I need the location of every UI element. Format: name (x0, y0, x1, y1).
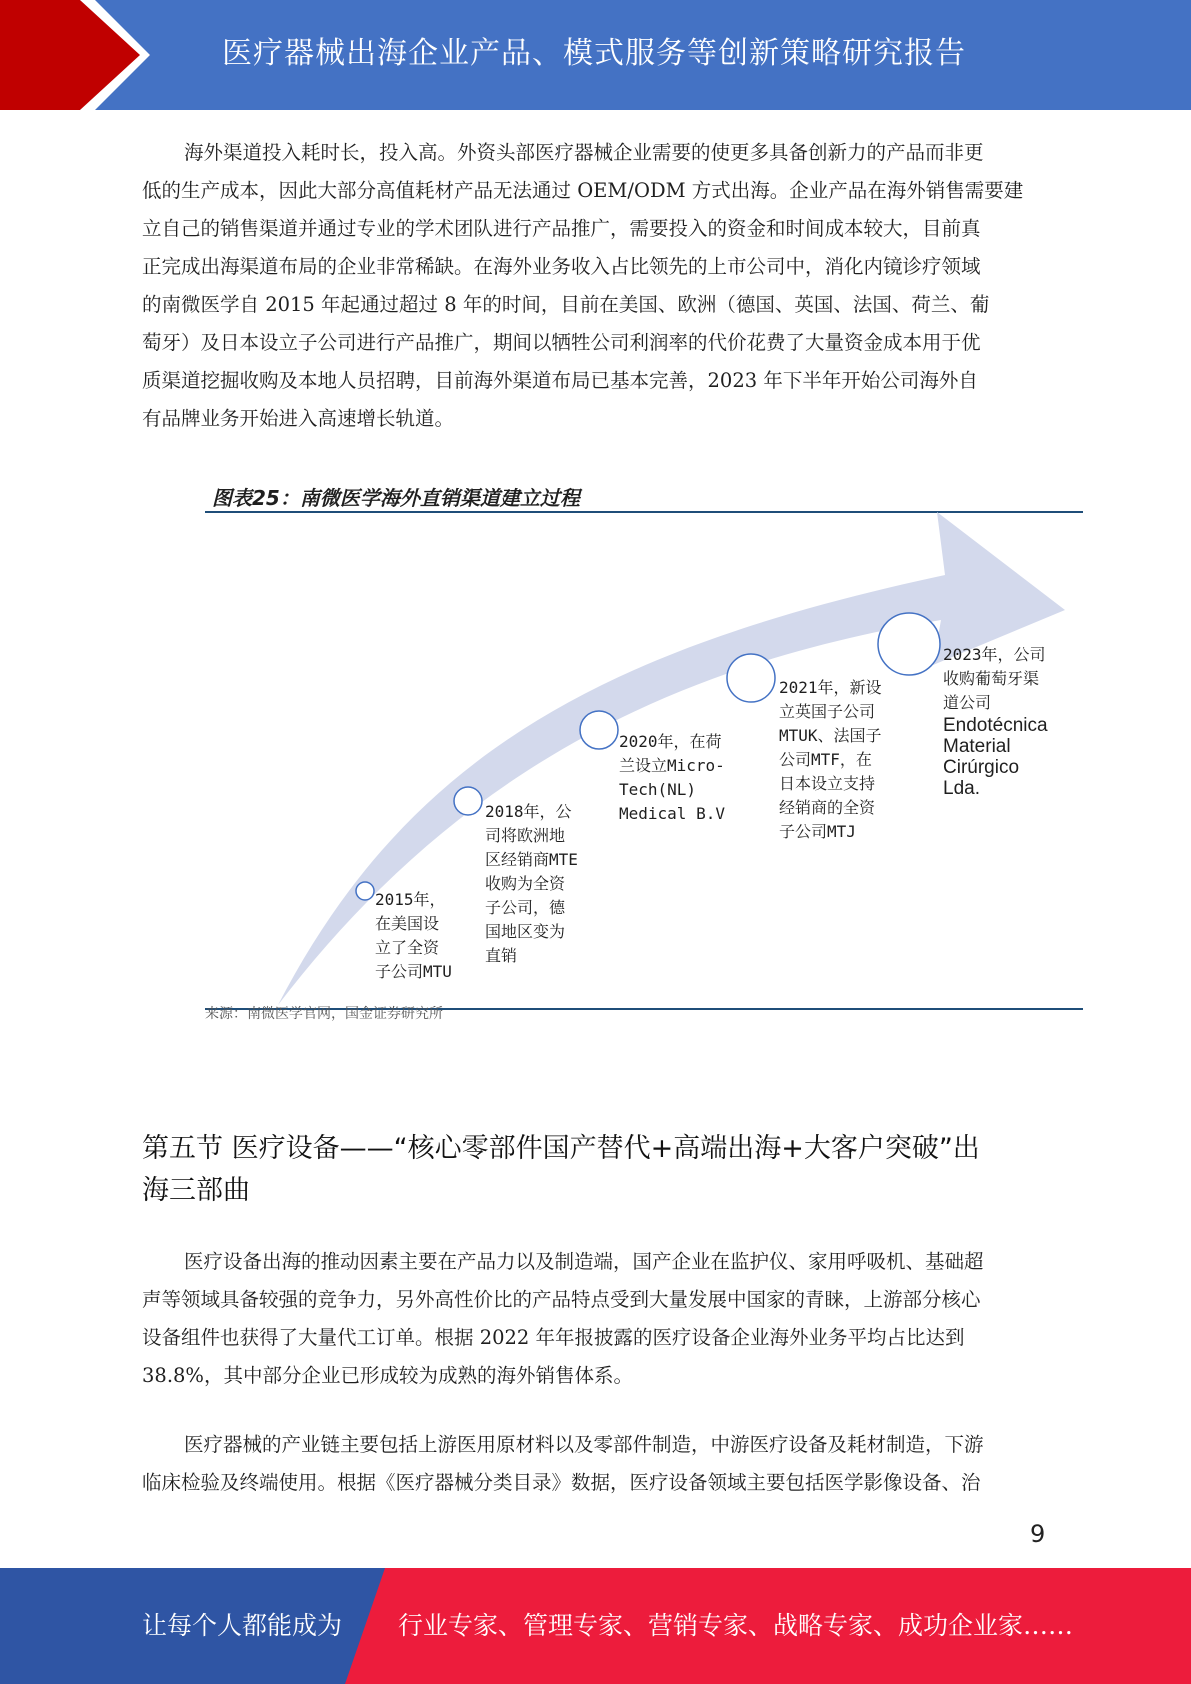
milestone-line: MTUK、法国子 (779, 726, 882, 745)
milestone-line: 2015年， (375, 890, 446, 909)
milestone-line: 2020年，在荷 (619, 732, 722, 751)
milestone-line: 公司MTF，在 (779, 750, 872, 769)
milestone-circle-2018 (454, 787, 482, 815)
milestone-label-2020 (619, 730, 725, 826)
section-heading-line: 海三部曲 (142, 1175, 250, 1206)
milestone-label-2023 (943, 643, 1048, 799)
milestone-line: 立英国子公司 (779, 702, 876, 721)
report-title: 医疗器械出海企业产品、模式服务等创新策略研究报告 (222, 36, 966, 71)
milestone-line: 国地区变为 (485, 922, 566, 941)
page-number: 9 (1030, 1520, 1046, 1548)
figure-source-clipped (205, 1006, 505, 1022)
milestone-line: Tech(NL) (619, 780, 697, 799)
milestone-line: 区经销商MTE (485, 850, 578, 869)
text-line: 有品牌业务开始进入高速增长轨道。 (142, 407, 455, 430)
milestone-line: 子公司MTU (375, 962, 452, 981)
milestone-line: Endotécnica (943, 715, 1048, 736)
footer-slogan-left: 让每个人都能成为 (142, 1611, 343, 1640)
text-line: 声等领域具备较强的竞争力，另外高性价比的产品特点受到大量发展中国家的青睐，上游部分核心 (142, 1288, 981, 1311)
milestone-circle-2021 (727, 654, 775, 702)
text-line: 的南微医学自 2015 年起通过超过 8 年的时间，目前在美国、欧洲（德国、英国、法国、荷兰、葡 (142, 293, 990, 316)
page-footer (0, 1568, 1191, 1684)
milestone-line: Material (943, 736, 1011, 757)
text-line: 萄牙）及日本设立子公司进行产品推广，期间以牺牲公司利润率的代价花费了大量资金成本用于优 (142, 331, 981, 354)
milestone-line: 兰设立Micro- (619, 756, 725, 775)
milestone-line: 司将欧洲地 (485, 826, 566, 845)
milestone-label-2018 (485, 800, 578, 968)
milestone-circle-2023 (878, 613, 940, 675)
body-paragraph-channels (142, 134, 1047, 438)
milestone-line: 经销商的全资 (779, 798, 876, 817)
footer-slogan-right: 行业专家、管理专家、营销专家、战略专家、成功企业家…… (398, 1611, 1074, 1640)
milestone-line: Lda. (943, 778, 980, 799)
text-line: 正完成出海渠道布局的企业非常稀缺。在海外业务收入占比领先的上市公司中，消化内镜诊疗领域 (142, 255, 981, 278)
milestone-line: 收购为全资 (485, 874, 566, 893)
text-line: 低的生产成本，因此大部分高值耗材产品无法通过 OEM/ODM 方式出海。企业产品在海外销售需要建 (142, 179, 1024, 202)
milestone-line: 道公司 (943, 693, 992, 712)
figure-caption: 图表25：南微医学海外直销渠道建立过程 (212, 486, 580, 510)
text-line: 质渠道挖掘收购及本地人员招聘，目前海外渠道布局已基本完善，2023 年下半年开始公司海外自 (142, 369, 978, 392)
body-paragraph-equipment (142, 1243, 1047, 1395)
milestone-line: 收购葡萄牙渠 (943, 669, 1040, 688)
milestone-label-2021 (779, 676, 882, 844)
milestone-label-2015 (375, 888, 452, 984)
milestone-line: Medical B.V (619, 804, 725, 823)
text-line: 立自己的销售渠道并通过专业的学术团队进行产品推广，需要投入的资金和时间成本较大，目前真 (142, 217, 981, 240)
milestone-line: 2021年，新设 (779, 678, 882, 697)
section-heading (142, 1128, 1062, 1212)
milestone-line: 在美国设 (375, 914, 440, 933)
text-line: 设备组件也获得了大量代工订单。根据 2022 年年报披露的医疗设备企业海外业务平均占比达到 (142, 1326, 965, 1349)
milestone-line: 立了全资 (375, 938, 440, 957)
milestone-line: 子公司MTJ (779, 822, 856, 841)
header-chevron-logo (0, 0, 160, 110)
milestone-line: 直销 (485, 946, 518, 965)
page-header (0, 0, 1191, 110)
text-line: 医疗设备出海的推动因素主要在产品力以及制造端，国产企业在监护仪、家用呼吸机、基础超 (184, 1250, 984, 1273)
milestone-circle-2015 (356, 882, 374, 900)
text-line: 38.8%，其中部分企业已形成较为成熟的海外销售体系。 (142, 1364, 633, 1387)
milestone-line: 子公司，德 (485, 898, 566, 917)
section-heading-line: 第五节 医疗设备——“核心零部件国产替代+高端出海+大客户突破”出 (142, 1133, 980, 1164)
milestone-line: Cirúrgico (943, 757, 1020, 778)
milestone-circle-2020 (580, 711, 618, 749)
milestone-line: 日本设立支持 (779, 774, 876, 793)
milestone-line: 2018年，公 (485, 802, 572, 821)
text-line: 海外渠道投入耗时长，投入高。外资头部医疗器械企业需要的使更多具备创新力的产品而非更 (184, 141, 984, 164)
text-line: 临床检验及终端使用。根据《医疗器械分类目录》数据，医疗设备领域主要包括医学影像设备、治 (142, 1471, 981, 1494)
milestone-line: 2023年，公司 (943, 645, 1046, 664)
figure-source-text: 来源：南微医学官网，国金证券研究所 (205, 1006, 443, 1022)
body-paragraph-industry-chain (142, 1426, 1047, 1502)
text-line: 医疗器械的产业链主要包括上游医用原材料以及零部件制造，中游医疗设备及耗材制造，下游 (184, 1433, 984, 1456)
